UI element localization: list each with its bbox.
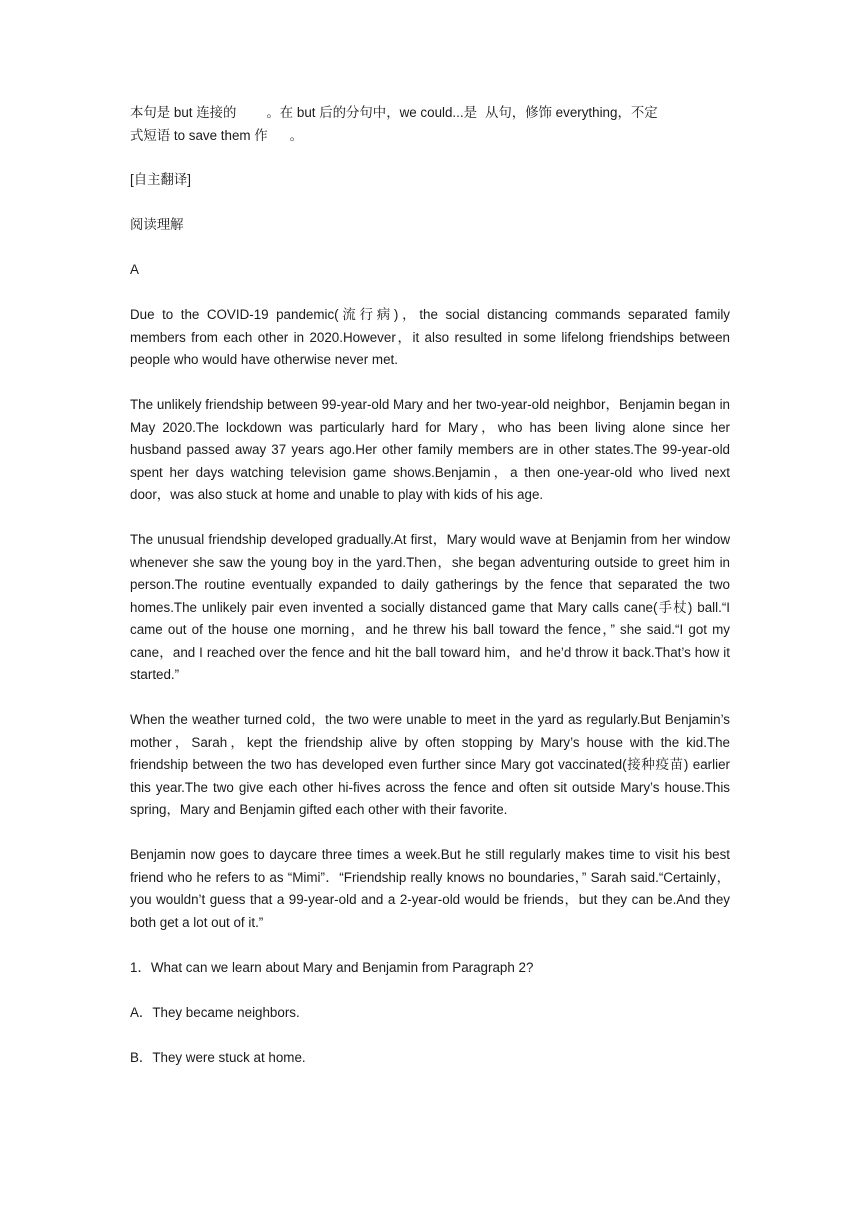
intro-line1-part2: 。在 but 后的分句中，we could...是 [266, 105, 477, 120]
intro-line1-part3: 从句，修饰 everything，不定 [485, 105, 658, 120]
passage-paragraph-4: When the weather turned cold，the two were unable to meet in the yard as regularly.But Benjamin’s mother，Sarah，kept the friendship alive by often stopping by Mary’s house with the kid.The friendship between the two has developed even further since Mary got vaccinated(接种疫苗) earlier this year.The two give each other hi-fives across the fence and often sit outside Mary’s house.This spring，Mary and Benjamin gifted each other with their favorite. [130, 712, 730, 817]
document-body [130, 102, 730, 1069]
passage-paragraph-2: The unlikely friendship between 99-year-old Mary and her two-year-old neighbor，Benjamin began in May 2020.The lockdown was particularly hard for Mary，who has been living alone since her husband passed away 37 years ago.Her other family members are in other states.The 99-year-old spent her days watching television game shows.Benjamin，a then one-year-old who lived next door，was also stuck at home and unable to play with kids of his age. [130, 397, 730, 502]
passage-paragraph-5: Benjamin now goes to daycare three times a week.But he still regularly makes time to visit his best friend who he refers to as “Mimi”．“Friendship really knows no boundaries，” Sarah said.“Certainly，you wouldn’t guess that a 99-year-old and a 2-year-old would be friends，but they can be.And they both get a lot out of it.” [130, 847, 730, 930]
question-1-option-b: B．They were stuck at home. [130, 1049, 306, 1065]
intro-note [130, 102, 730, 147]
intro-line2-part1: 式短语 to save them 作 [130, 127, 268, 143]
passage-paragraph-3: The unusual friendship developed gradually.At first，Mary would wave at Benjamin from her window whenever she saw the young boy in the yard.Then，she began adventuring outside to greet him in person.The routine eventually expanded to daily gatherings by the fence that separated the two homes.The unlikely pair even invented a socially distanced game that Mary calls cane(手杖) ball.“I came out of the house one morning，and he threw his ball toward the fence，” she said.“I got my cane，and I reached over the fence and hit the ball toward him，and he’d throw it back.That’s how it started.” [130, 532, 730, 682]
intro-line2-part2: 。 [289, 127, 304, 143]
question-1-option-a: A．They became neighbors. [130, 1004, 300, 1020]
translate-heading: [自主翻译] [130, 172, 192, 187]
question-1-stem: 1．What can we learn about Mary and Benjamin from Paragraph 2? [130, 959, 534, 975]
passage-paragraph-1: Due to the COVID-19 pandemic(流行病)，the social distancing commands separated family members from each other in 2020.However，it also resulted in some lifelong friendships between people who would have otherwise never met. [130, 307, 730, 367]
intro-line1-part1: 本句是 but 连接的 [130, 105, 237, 120]
passage-label: A [130, 262, 139, 277]
section-title: 阅读理解 [130, 217, 184, 232]
